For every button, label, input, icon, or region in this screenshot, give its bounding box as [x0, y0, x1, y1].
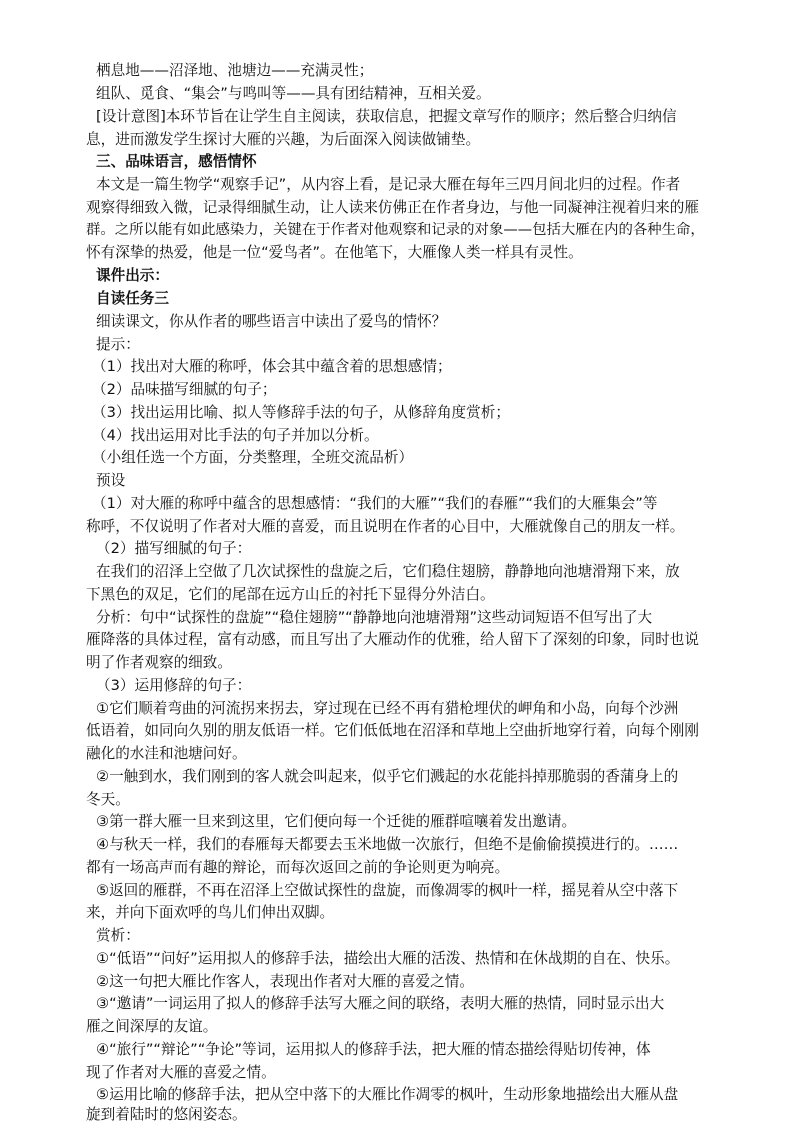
- text-line: 群。之所以能有如此感染力，关键在于作者对他观察和记录的对象——包括大雁在内的各种生命，: [86, 222, 705, 238]
- text-line: ①“低语”“问好”运用拟人的修辞手法，描绘出大雁的活泼、热情和在休战期的自在、快乐。: [96, 950, 680, 967]
- text-line: 本文是一篇生物学“观察手记”，从内容上看，是记录大雁在每年三四月间北归的过程。作者: [96, 176, 681, 193]
- text-line: （1）找出对大雁的称呼，体会其中蕴含着的思想感情；: [92, 358, 452, 375]
- text-line: 低语着，如同向久别的朋友低语一样。它们低低地在沼泽和草地上空曲折地穿行着，向每个刚刚: [86, 722, 699, 739]
- text-line: ④与秋天一样，我们的春雁每天都要去玉米地做一次旅行，但绝不是偷偷摸摸进行的。……: [96, 836, 679, 853]
- text-line: 栖息地——沼泽地、池塘边——充满灵性；: [96, 62, 374, 79]
- text-line: [设计意图]本环节旨在让学生自主阅读，获取信息，把握文章写作的顺序；然后整合归纳信: [96, 108, 677, 125]
- text-line: ⑤运用比喻的修辞手法，把从空中落下的大雁比作凋零的枫叶，生动形象地描绘出大雁从盘: [96, 1086, 679, 1103]
- text-line: 在我们的沼泽上空做了几次试探性的盘旋之后，它们稳住翅膀，静静地向池塘滑翔下来，放: [96, 563, 680, 580]
- text-line: 组队、觅食、“集会”与鸣叫等——具有团结精神，互相关爱。: [96, 85, 491, 102]
- text-line: ④“旅行”“辩论”“争论”等词，运用拟人的修辞手法，把大雁的情态描绘得贴切传神，体: [96, 1041, 651, 1058]
- text-line: 赏析：: [96, 927, 140, 944]
- text-line: （2）描写细腻的句子：: [96, 540, 252, 557]
- text-line: 明了作者观察的细致。: [86, 654, 232, 671]
- text-line: 分析：句中“试探性的盘旋”“稳住翅膀”“静静地向池塘滑翔”这些动词短语不但写出了大: [96, 609, 653, 626]
- text-line: 融化的水洼和池塘问好。: [86, 745, 247, 762]
- text-line: 提示：: [96, 336, 140, 353]
- text-line: 现了作者对大雁的喜爱之情。: [86, 1064, 276, 1081]
- text-line: 都有一场高声而有趣的辩论，而每次返回之前的争论则更为响亮。: [86, 859, 510, 876]
- text-line: 称呼，不仅说明了作者对大雁的喜爱，而且说明在作者的心目中，大雁就像自己的朋友一样。: [86, 518, 685, 535]
- text-line: 来，并向下面欢呼的鸟儿们伸出双脚。: [86, 904, 335, 921]
- text-line: 课件出示：: [96, 267, 169, 284]
- text-line: 冬天。: [86, 791, 130, 808]
- text-line: （1）对大雁的称呼中蕴含的思想感情：“我们的大雁”“我们的春雁”“我们的大雁集会”等: [92, 495, 658, 512]
- text-line: （4）找出运用对比手法的句子并加以分析。: [92, 427, 379, 444]
- text-line: （3）运用修辞的句子：: [96, 677, 252, 694]
- text-line: 旋到着陆时的悠闲姿态。: [86, 1106, 247, 1123]
- text-line: （2）品味描写细腻的句子；: [92, 381, 277, 398]
- text-line: ②一触到水，我们刚到的客人就会叫起来，似乎它们溅起的水花能抖掉那脆弱的香蒲身上的: [96, 768, 679, 785]
- text-line: ①它们顺着弯曲的河流拐来拐去，穿过现在已经不再有猎枪埋伏的岬角和小岛，向每个沙洲: [96, 700, 679, 717]
- text-line: ③“邀请”一词运用了拟人的修辞手法写大雁之间的联络，表明大雁的热情，同时显示出大: [96, 995, 665, 1012]
- text-line: ③第一群大雁一旦来到这里，它们便向每一个迁徙的雁群喧嚷着发出邀请。: [96, 813, 577, 830]
- text-line: 预设: [96, 472, 126, 489]
- text-line: ②这一句把大雁比作客人，表现出作者对大雁的喜爱之情。: [96, 973, 474, 990]
- text-line: （3）找出运用比喻、拟人等修辞手法的句子，从修辞角度赏析；: [92, 404, 510, 421]
- text-line: 雁之间深厚的友谊。: [86, 1018, 218, 1035]
- text-line: ⑤返回的雁群，不再在沼泽上空做试探性的盘旋，而像凋零的枫叶一样，摇晃着从空中落下: [96, 882, 679, 899]
- text-line: 细读课文，你从作者的哪些语言中读出了爱鸟的情怀？: [96, 313, 447, 330]
- text-line: 怀有深挚的热爱，他是一位“爱鸟者”。在他笔下，大雁像人类一样具有灵性。: [86, 244, 583, 261]
- text-line: 观察得细致入微，记录得细腻生动，让人读来仿佛正在作者身边，与他一同凝神注视着归来的雁: [86, 199, 699, 216]
- text-line: 息，进而激发学生探讨大雁的兴趣，为后面深入阅读做铺垫。: [86, 131, 481, 148]
- text-line: （小组任选一个方面，分类整理，全班交流品析）: [92, 449, 414, 466]
- text-line: 下黑色的双足，它们的尾部在远方山丘的衬托下显得分外洁白。: [86, 586, 495, 603]
- section-heading: 三、品味语言，感悟情怀: [96, 153, 257, 170]
- subheading: 自读任务三: [96, 290, 169, 307]
- text-line: 雁降落的具体过程，富有动感，而且写出了大雁动作的优雅，给人留下了深刻的印象，同时也说: [86, 631, 699, 648]
